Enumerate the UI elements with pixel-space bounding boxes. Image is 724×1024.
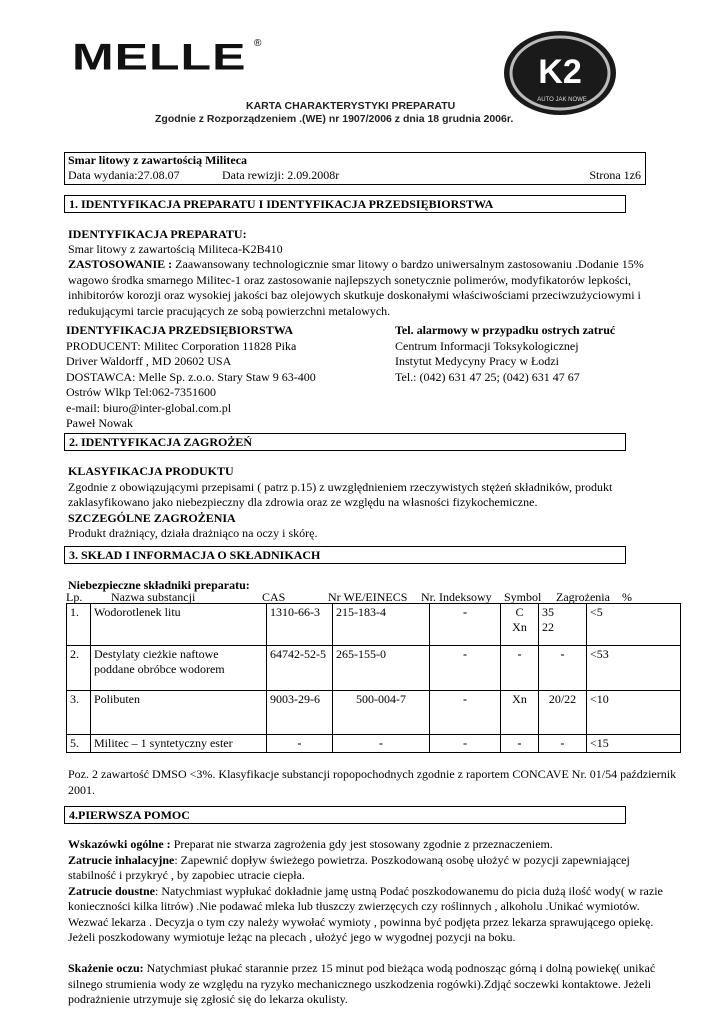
revision-date: Data rewizji: 2.09.2008r <box>222 168 340 182</box>
section3-header: 3. SKŁAD I INFORMACJA O SKŁADNIKACH <box>64 546 626 564</box>
company-heading: IDENTYFIKACJA PRZEDSIĘBIORSTWA <box>66 323 294 337</box>
issue-date: Data wydania:27.08.07 <box>68 168 180 182</box>
dangerous-heading: Niebezpieczne składniki preparatu: <box>68 578 250 592</box>
prep-heading: IDENTYFIKACJA PREPARATU: <box>68 227 247 241</box>
composition-table <box>66 603 681 753</box>
usage-label: ZASTOSOWANIE : <box>68 257 173 271</box>
usage-text: ZASTOSOWANIE : Zaawansowany technologicznie smar litowy o bardzo uniwersalnym zastosowaniu .Dodanie 15% wagowo środka smarnego Militec-1 oraz zastosowanie najlepszych sonetycznie polimerów, modyfikatorów lepkości, inhibitorów korozji oraz wysokiej jakości baz olejowych skutkuje doskonałymi właściwościami przeciwzużyciowymi i redukującymi tarcie pracujących ze sobą powierzchni metalowych. <box>68 257 644 318</box>
table-row: 3. Polibuten 9003-29-6 500-004-7 - Xn 20/22 <10 <box>67 691 681 735</box>
table-header-row: Lp. Nazwa substancji CAS Nr WE/EINECS Nr. Indeksowy Symbol Zagrożenia % <box>66 590 632 604</box>
k2-logo <box>500 28 620 118</box>
table-row: 1. Wodorotlenek litu 1310-66-3 215-183-4 - C Xn 35 22 <5 <box>67 604 681 646</box>
info-box <box>64 152 646 185</box>
product-name: Smar litowy z zawartością Militeca <box>68 153 248 167</box>
composition-note: Poz. 2 zawartość DMSO <3%. Klasyfikacje substancji ropopochodnych zgodnie z raportem CONCAVE Nr. 01/54 październik 2001. <box>68 767 677 797</box>
company-block: IDENTYFIKACJA PRZEDSIĘBIORSTWA PRODUCENT: Militec Corporation 11828 Pika Driver Waldorff , MD 20602 USA DOSTAWCA: Melle Sp. z.o.o. Stary Staw 9 63-400 Ostrów Wlkp Tel:062-7351600 e-mail: biuro@inter-global.com.pl Paweł Nowak <box>66 323 386 432</box>
page-number: Strona 1z6 <box>589 168 641 182</box>
registered-mark: ® <box>254 38 262 49</box>
prep-name: Smar litowy z zawartością Militeca-K2B410 <box>68 242 283 256</box>
table-row: 2. Destylaty cieżkie naftowe poddane obróbce wodorem 64742-52-5 265-155-0 - - - <53 <box>67 646 681 691</box>
melle-logo: MELLE <box>72 35 247 78</box>
section1-header: 1. IDENTYFIKACJA PREPARATU I IDENTYFIKACJA PRZEDSIĘBIORSTWA <box>64 195 626 213</box>
table-row: 5. Militec – 1 syntetyczny ester - - - - - <15 <box>67 735 681 753</box>
k2-logo-slogan: AUTO JAK NOWE <box>537 97 587 103</box>
first-aid-block: Wskazówki ogólne : Preparat nie stwarza zagrożenia gdy jest stosowany zgodnie z przeznaczeniem. Zatrucie inhalacyjne: Zapewnić dopływ świeżego powietrza. Poszkodowaną osobę ułożyć w pozycji zapewniającej stabilność i przykryć , by zapobiec utracie ciepła. Zatrucie doustne: Natychmiast wypłukać dokładnie jamę ustną Podać poszkodowanemu do picia dużą ilość wody( w razie konieczności kilka litrów) .Nie podawać mleka lub tłuszczy zwierzęcych czy roślinnych , alkoholu .Unikać wymiotów. Wezwać lekarza . Decyzja o tym czy należy wywołać wymioty , powinna być podjęta przez lekarza sprawującego opiekę. Jeżeli poszkodowany wymiotuje leżąc na plecach , ułożyć jego w wygodnej pozycji na boku. Skażenie oczu: Natychmiast płukać starannie przez 15 minut pod bieżąca wodą podnosząc górną i dolną powiekę( unikać silnego strumienia wody ze względu na ryzyko mechanicznego uszkodzenia rogówki).Zdjąć soczewki kontaktowe. Jeżeli podrażnienie utrzymuje się zgłosić się do lekarza okulisty. <box>68 837 663 1006</box>
card-title: KARTA CHARAKTERYSTYKI PREPARATU <box>246 100 456 112</box>
classification-block: KLASYFIKACJA PRODUKTU Zgodnie z obowiązującymi przepisami ( patrz p.15) z uwzględnieniem rzeczywistych stężeń składników, produkt zaklasyfikowano jako niebezpieczny dla zdrowia oraz ze względu na własności fizykochemiczne. SZCZEGÓLNE ZAGROŻENIA Produkt drażniący, działa drażniąco na oczy i skórę. <box>68 464 613 540</box>
k2-logo-text: K2 <box>538 53 582 91</box>
alarm-block: Tel. alarmowy w przypadku ostrych zatruć Centrum Informacji Toksykologicznej Instytut Medycyny Pracy w Łodzi Tel.: (042) 631 47 25; (042) 631 47 67 <box>395 323 675 385</box>
alarm-heading: Tel. alarmowy w przypadku ostrych zatruć <box>395 323 616 337</box>
section4-header: 4.PIERWSZA POMOC <box>64 806 626 824</box>
section2-header: 2. IDENTYFIKACJA ZAGROŻEŃ <box>64 433 626 451</box>
regulation-text: Zgodnie z Rozporządzeniem .(WE) nr 1907/2006 z dnia 18 grudnia 2006r. <box>155 113 514 125</box>
